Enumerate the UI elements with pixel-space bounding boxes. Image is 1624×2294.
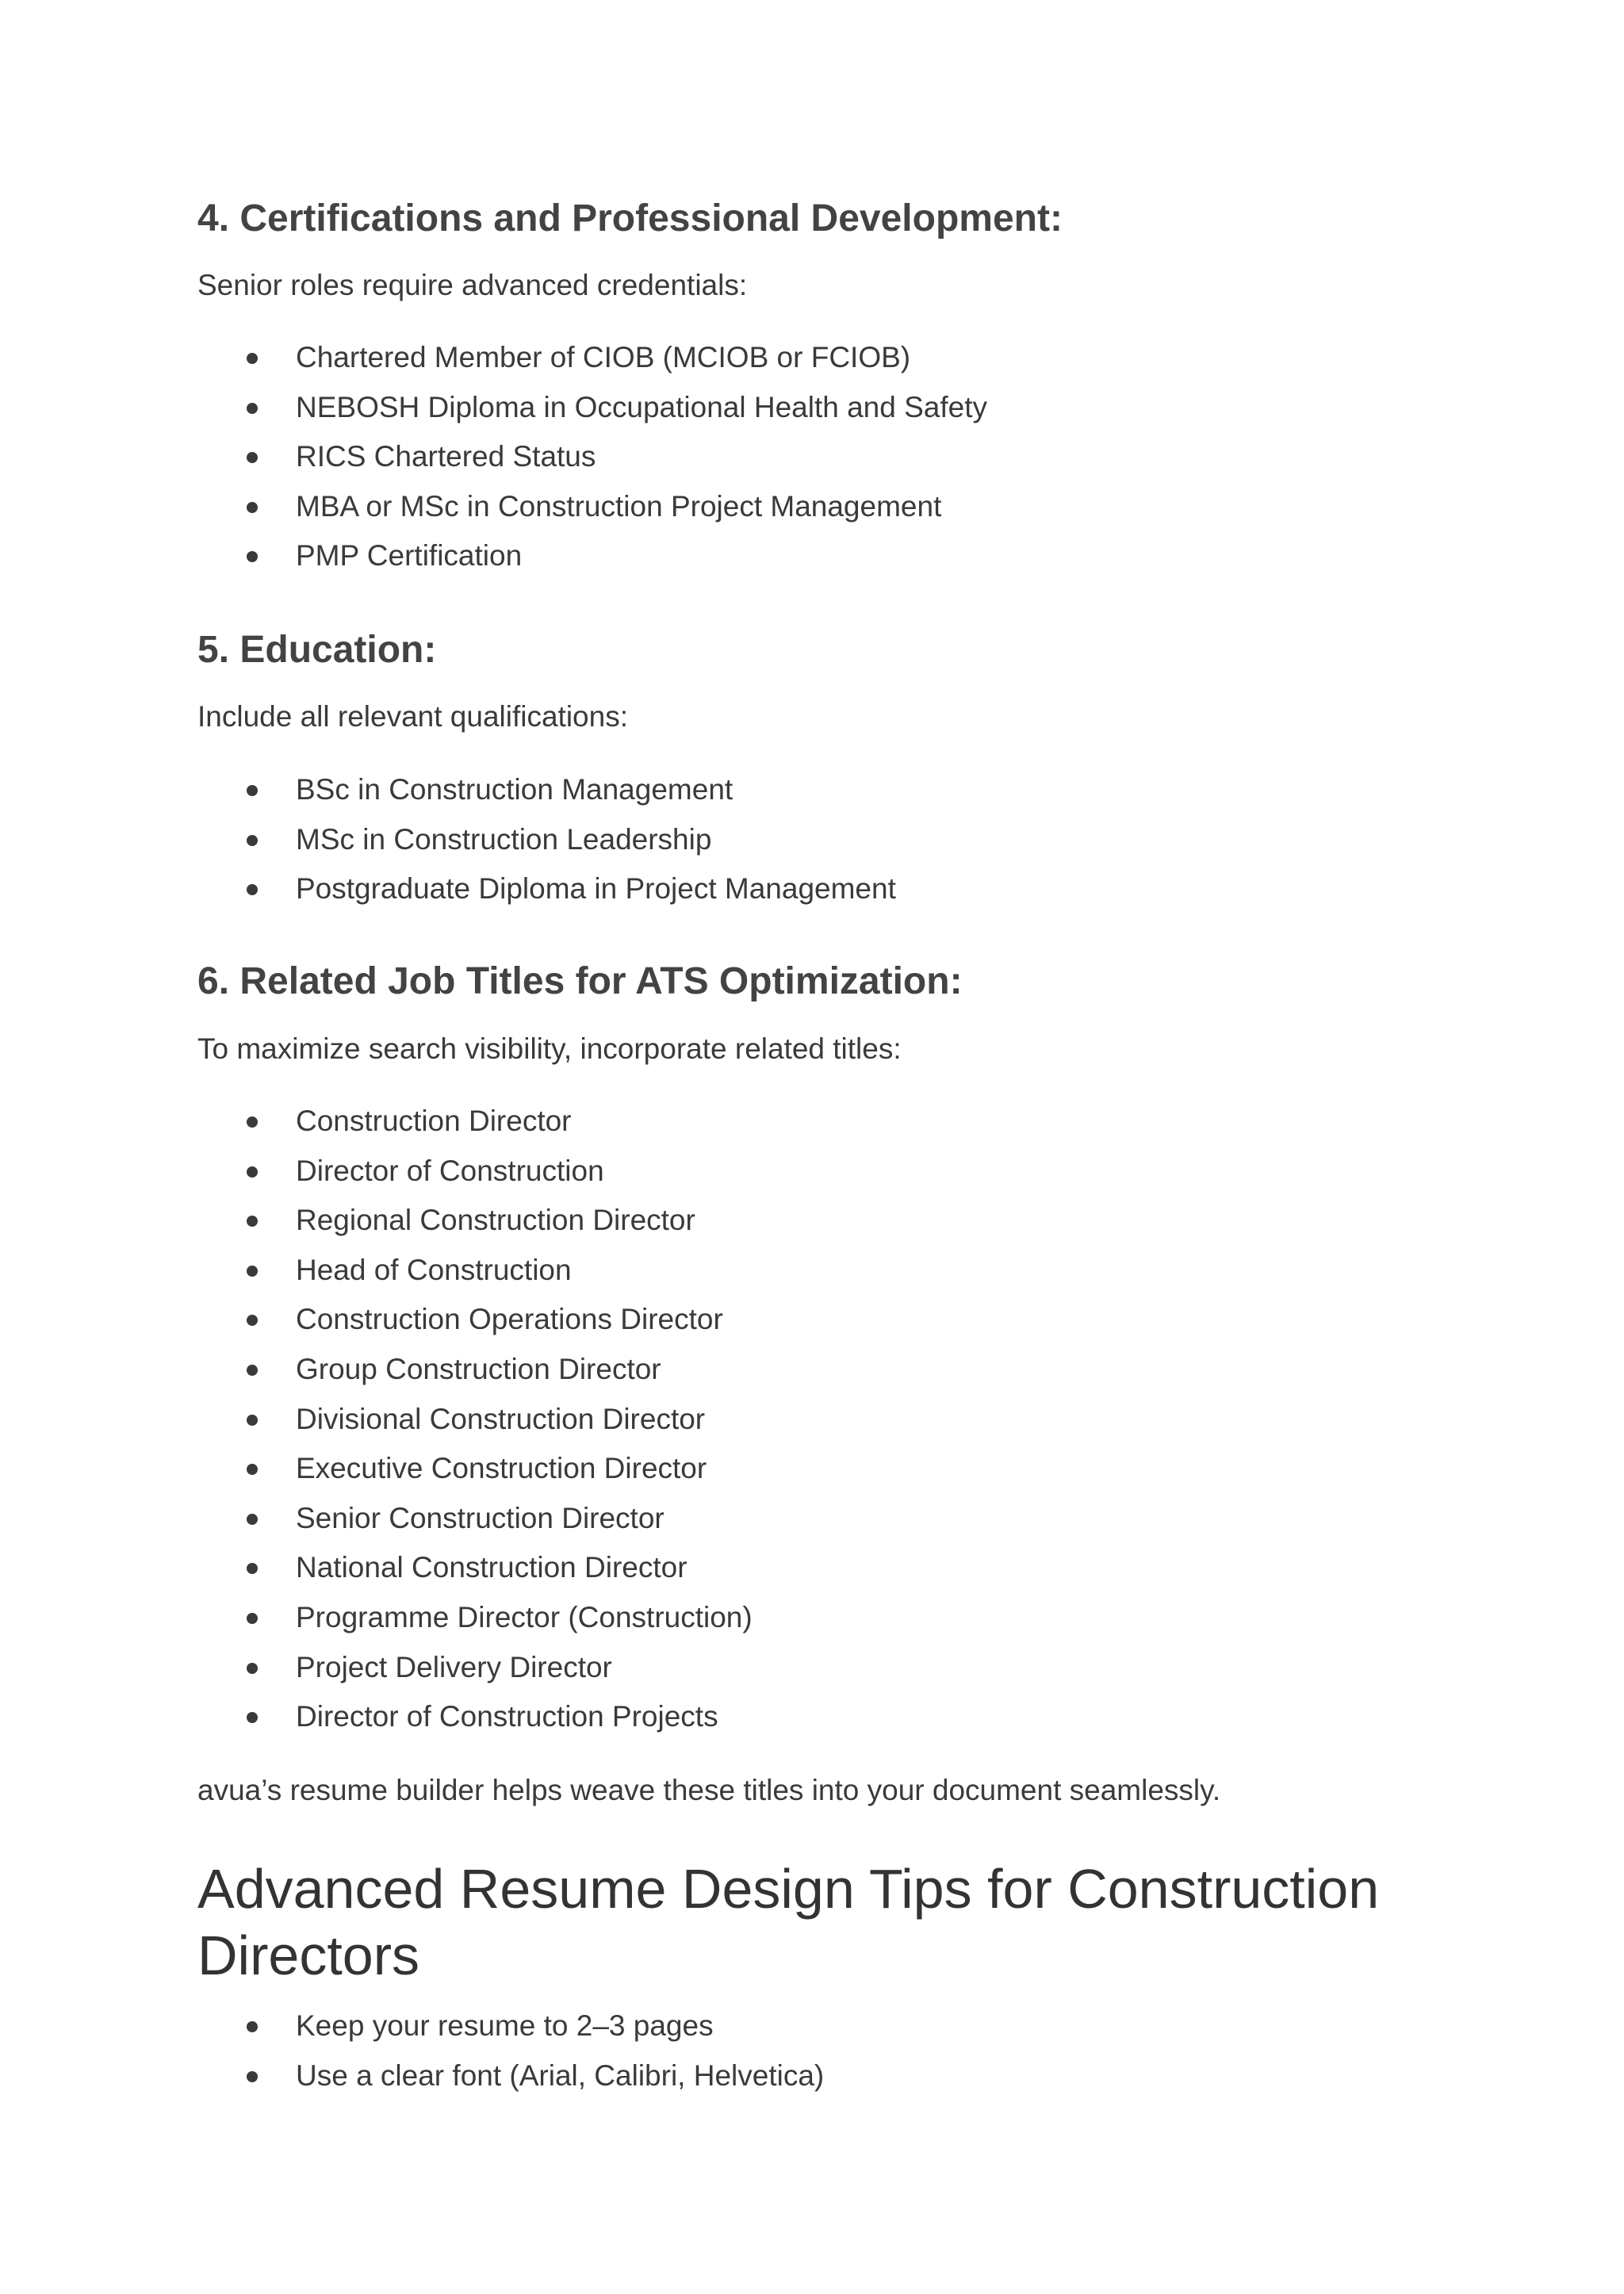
- bullet-icon: [247, 551, 258, 562]
- bullet-icon: [247, 1663, 258, 1674]
- bullet-icon: [247, 835, 258, 846]
- bullet-icon: [247, 2071, 258, 2082]
- bullet-icon: [247, 785, 258, 796]
- design-tips-heading: Advanced Resume Design Tips for Construction Directors: [197, 1858, 1380, 1986]
- bullet-icon: [247, 452, 258, 463]
- bullet-icon: [247, 2021, 258, 2032]
- bullet-icon: [247, 1712, 258, 1723]
- section-intro-certifications: Senior roles require advanced credentials:: [197, 269, 748, 301]
- bullet-icon: [247, 1266, 258, 1277]
- bullet-icon: [247, 1464, 258, 1475]
- bullet-icon: [247, 1365, 258, 1376]
- bullet-icon: [247, 1166, 258, 1178]
- section-heading-certifications: 4. Certifications and Professional Development:: [197, 197, 1063, 239]
- section-heading-related-titles: 6. Related Job Titles for ATS Optimization:: [197, 960, 963, 1002]
- bullet-icon: [247, 1613, 258, 1624]
- bullet-icon: [247, 1216, 258, 1227]
- section-outro-related-titles: avua’s resume builder helps weave these titles into your document seamlessly.: [197, 1774, 1221, 1806]
- bullet-icon: [247, 403, 258, 414]
- bullet-icon: [247, 884, 258, 895]
- bullet-icon: [247, 1315, 258, 1326]
- bullet-icon: [247, 1415, 258, 1426]
- section-intro-education: Include all relevant qualifications:: [197, 700, 628, 733]
- bullet-icon: [247, 1116, 258, 1128]
- document-page: 4. Certifications and Professional Development: Senior roles require advanced credentials: Chartered Member of CIOB (MCIOB or FCIOB) NEBOSH Diploma in Occupational Health and Safety RICS Chartered Status MBA or MSc in Construction Project Management PMP Certification 5. Education: Include all relevant qualifications: BSc in Construction Management MSc in Construction Leadership Postgraduate Diploma in Project Management 6. Related Job Titles for ATS Optimization: To maximize search visibility, incorporate related titles: Construction Director Director of Construction Regional Construction Director Head of Construction Construction Operations Director Group Construction Director Divisional Construction Director Executive Construction Director Senior Construction Director National Construction Director Programme Director (Construction) Project Delivery Director Director of Construction Projects avua’s resume builder helps weave these titles into your document seamlessly. Advanced Resume Design Tips for Construction Directors Keep your resume to 2–3 pages Use a clear font (Arial, Calibri, Helvetica): [0, 0, 1624, 2294]
- section-heading-education: 5. Education:: [197, 629, 437, 671]
- bullet-icon: [247, 502, 258, 513]
- section-intro-related-titles: To maximize search visibility, incorporate related titles:: [197, 1032, 902, 1065]
- bullet-icon: [247, 1563, 258, 1574]
- bullet-icon: [247, 353, 258, 364]
- bullet-icon: [247, 1514, 258, 1525]
